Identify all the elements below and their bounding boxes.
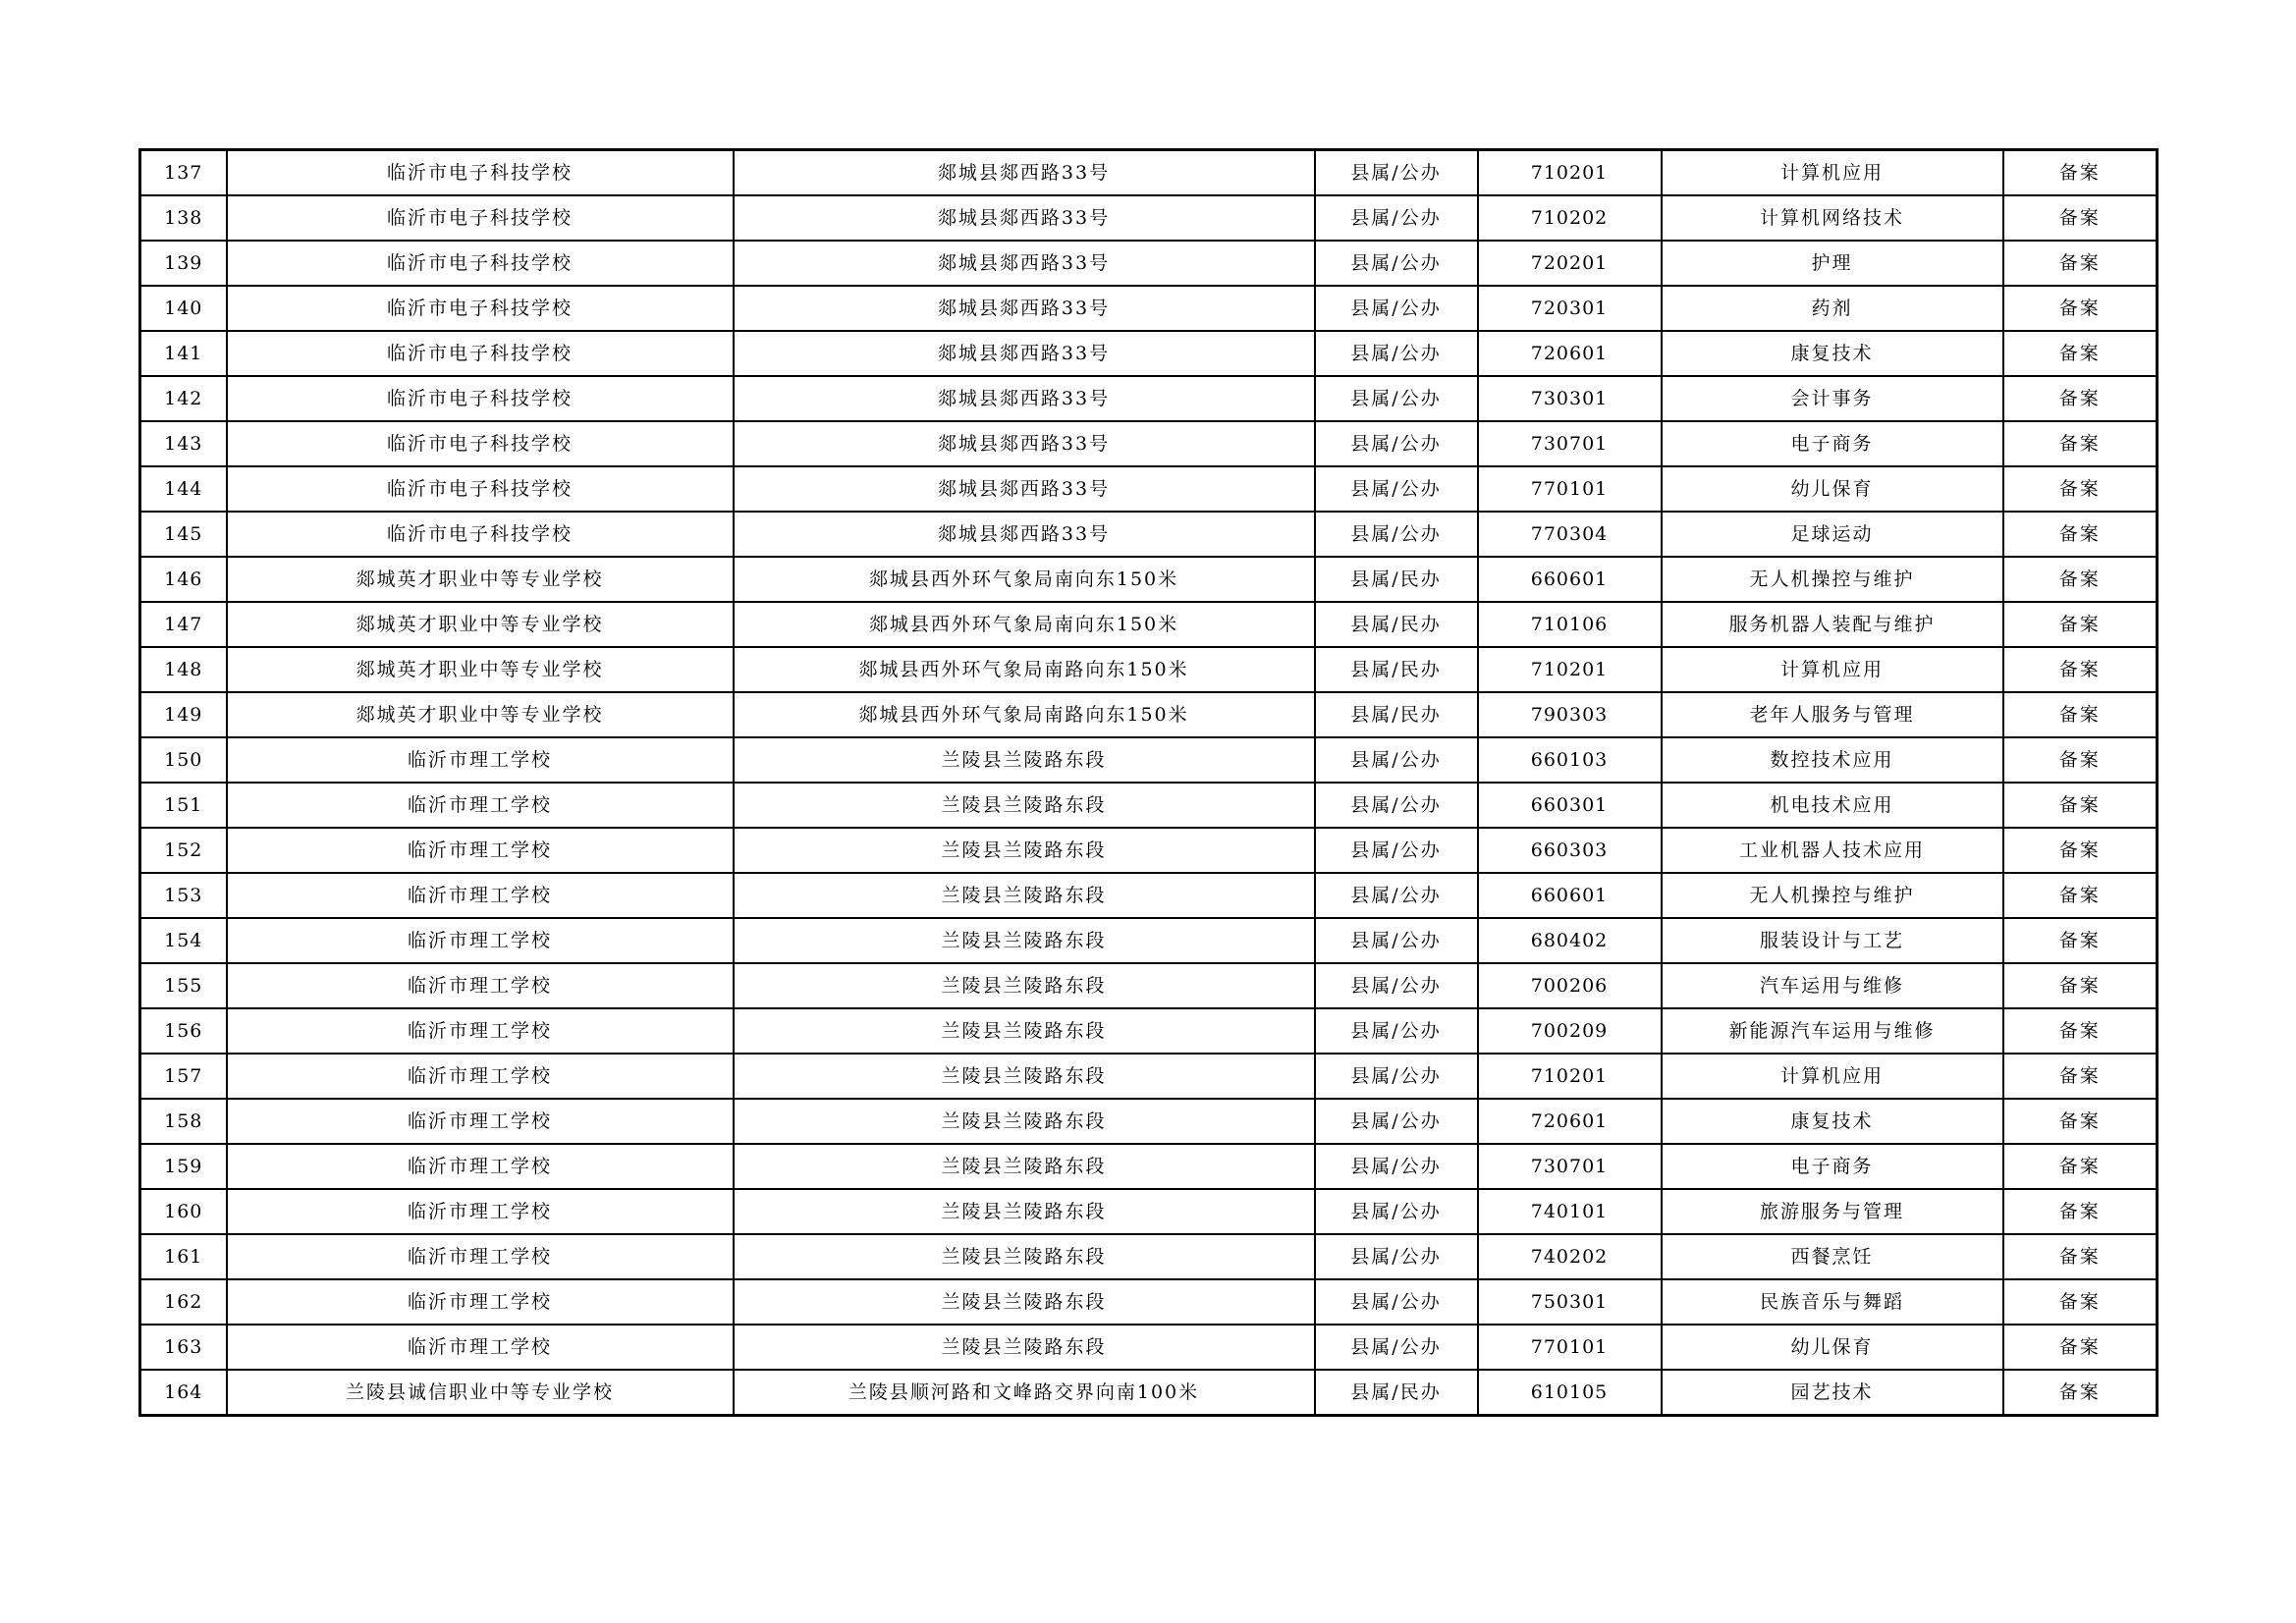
table-row <box>140 557 2158 602</box>
row-number-cell: 137 <box>140 150 227 196</box>
status-cell: 备案 <box>2003 1370 2158 1416</box>
row-number-cell: 147 <box>140 602 227 647</box>
major-name-cell: 机电技术应用 <box>1662 783 2003 828</box>
major-name-cell: 园艺技术 <box>1662 1370 2003 1416</box>
row-number-cell: 139 <box>140 241 227 286</box>
school-name-cell: 临沂市理工学校 <box>227 783 734 828</box>
row-number-cell: 141 <box>140 331 227 376</box>
school-name-cell: 郯城英才职业中等专业学校 <box>227 692 734 737</box>
school-type-cell: 县属/公办 <box>1315 421 1478 466</box>
row-number-cell: 150 <box>140 737 227 783</box>
major-code-cell: 710106 <box>1478 602 1662 647</box>
major-code-cell: 680402 <box>1478 918 1662 963</box>
school-type-cell: 县属/公办 <box>1315 963 1478 1008</box>
school-name-cell: 临沂市电子科技学校 <box>227 150 734 196</box>
school-type-cell: 县属/公办 <box>1315 150 1478 196</box>
status-cell: 备案 <box>2003 466 2158 512</box>
major-name-cell: 电子商务 <box>1662 421 2003 466</box>
school-address-cell: 郯城县郯西路33号 <box>734 195 1315 241</box>
school-type-cell: 县属/公办 <box>1315 737 1478 783</box>
table-row <box>140 1054 2158 1099</box>
school-name-cell: 临沂市电子科技学校 <box>227 512 734 557</box>
major-code-cell: 790303 <box>1478 692 1662 737</box>
school-name-cell: 临沂市理工学校 <box>227 1234 734 1279</box>
major-code-cell: 710201 <box>1478 1054 1662 1099</box>
table-row <box>140 737 2158 783</box>
school-name-cell: 临沂市理工学校 <box>227 963 734 1008</box>
major-name-cell: 康复技术 <box>1662 1099 2003 1144</box>
major-name-cell: 工业机器人技术应用 <box>1662 828 2003 873</box>
status-cell: 备案 <box>2003 828 2158 873</box>
school-address-cell: 兰陵县兰陵路东段 <box>734 963 1315 1008</box>
status-cell: 备案 <box>2003 783 2158 828</box>
status-cell: 备案 <box>2003 376 2158 421</box>
major-code-cell: 720601 <box>1478 331 1662 376</box>
major-code-cell: 660601 <box>1478 557 1662 602</box>
row-number-cell: 158 <box>140 1099 227 1144</box>
major-name-cell: 计算机应用 <box>1662 647 2003 692</box>
row-number-cell: 162 <box>140 1279 227 1325</box>
school-type-cell: 县属/公办 <box>1315 376 1478 421</box>
major-code-cell: 720601 <box>1478 1099 1662 1144</box>
table-body <box>140 150 2158 1416</box>
school-address-cell: 兰陵县兰陵路东段 <box>734 918 1315 963</box>
major-code-cell: 660303 <box>1478 828 1662 873</box>
major-name-cell: 计算机应用 <box>1662 150 2003 196</box>
school-name-cell: 临沂市电子科技学校 <box>227 286 734 331</box>
major-name-cell: 康复技术 <box>1662 331 2003 376</box>
school-address-cell: 兰陵县兰陵路东段 <box>734 1325 1315 1370</box>
major-code-cell: 730701 <box>1478 421 1662 466</box>
status-cell: 备案 <box>2003 195 2158 241</box>
row-number-cell: 159 <box>140 1144 227 1189</box>
status-cell: 备案 <box>2003 1325 2158 1370</box>
status-cell: 备案 <box>2003 1144 2158 1189</box>
school-name-cell: 临沂市理工学校 <box>227 1325 734 1370</box>
table-row <box>140 1008 2158 1054</box>
major-name-cell: 会计事务 <box>1662 376 2003 421</box>
table-row <box>140 692 2158 737</box>
major-code-cell: 720301 <box>1478 286 1662 331</box>
major-code-cell: 730701 <box>1478 1144 1662 1189</box>
row-number-cell: 151 <box>140 783 227 828</box>
status-cell: 备案 <box>2003 286 2158 331</box>
table-row <box>140 602 2158 647</box>
table-row <box>140 1234 2158 1279</box>
row-number-cell: 145 <box>140 512 227 557</box>
row-number-cell: 144 <box>140 466 227 512</box>
major-name-cell: 计算机应用 <box>1662 1054 2003 1099</box>
school-name-cell: 临沂市理工学校 <box>227 918 734 963</box>
table-row <box>140 1099 2158 1144</box>
major-name-cell: 无人机操控与维护 <box>1662 873 2003 918</box>
row-number-cell: 155 <box>140 963 227 1008</box>
row-number-cell: 143 <box>140 421 227 466</box>
major-code-cell: 610105 <box>1478 1370 1662 1416</box>
row-number-cell: 148 <box>140 647 227 692</box>
major-code-cell: 740202 <box>1478 1234 1662 1279</box>
status-cell: 备案 <box>2003 241 2158 286</box>
school-type-cell: 县属/公办 <box>1315 241 1478 286</box>
school-type-cell: 县属/公办 <box>1315 1325 1478 1370</box>
row-number-cell: 160 <box>140 1189 227 1234</box>
table-row <box>140 1189 2158 1234</box>
school-address-cell: 兰陵县兰陵路东段 <box>734 1234 1315 1279</box>
school-address-cell: 兰陵县兰陵路东段 <box>734 783 1315 828</box>
row-number-cell: 149 <box>140 692 227 737</box>
row-number-cell: 138 <box>140 195 227 241</box>
table-row <box>140 828 2158 873</box>
major-code-cell: 700209 <box>1478 1008 1662 1054</box>
major-code-cell: 730301 <box>1478 376 1662 421</box>
major-code-cell: 710201 <box>1478 150 1662 196</box>
school-address-cell: 郯城县郯西路33号 <box>734 466 1315 512</box>
school-address-cell: 兰陵县兰陵路东段 <box>734 1008 1315 1054</box>
school-address-cell: 郯城县西外环气象局南向东150米 <box>734 557 1315 602</box>
school-type-cell: 县属/公办 <box>1315 918 1478 963</box>
school-type-cell: 县属/民办 <box>1315 1370 1478 1416</box>
row-number-cell: 153 <box>140 873 227 918</box>
school-name-cell: 临沂市电子科技学校 <box>227 195 734 241</box>
status-cell: 备案 <box>2003 557 2158 602</box>
school-type-cell: 县属/公办 <box>1315 1099 1478 1144</box>
school-type-cell: 县属/公办 <box>1315 873 1478 918</box>
school-type-cell: 县属/民办 <box>1315 602 1478 647</box>
school-address-cell: 郯城县郯西路33号 <box>734 286 1315 331</box>
table-row <box>140 466 2158 512</box>
school-address-cell: 郯城县西外环气象局南路向东150米 <box>734 692 1315 737</box>
row-number-cell: 140 <box>140 286 227 331</box>
status-cell: 备案 <box>2003 1189 2158 1234</box>
school-name-cell: 兰陵县诚信职业中等专业学校 <box>227 1370 734 1416</box>
school-type-cell: 县属/公办 <box>1315 466 1478 512</box>
table-row <box>140 241 2158 286</box>
school-type-cell: 县属/公办 <box>1315 1279 1478 1325</box>
row-number-cell: 152 <box>140 828 227 873</box>
school-name-cell: 郯城英才职业中等专业学校 <box>227 602 734 647</box>
major-name-cell: 汽车运用与维修 <box>1662 963 2003 1008</box>
school-type-cell: 县属/公办 <box>1315 1054 1478 1099</box>
school-name-cell: 临沂市理工学校 <box>227 1008 734 1054</box>
table-row <box>140 195 2158 241</box>
row-number-cell: 156 <box>140 1008 227 1054</box>
major-name-cell: 数控技术应用 <box>1662 737 2003 783</box>
table-row <box>140 331 2158 376</box>
school-name-cell: 临沂市电子科技学校 <box>227 331 734 376</box>
school-address-cell: 兰陵县兰陵路东段 <box>734 873 1315 918</box>
row-number-cell: 163 <box>140 1325 227 1370</box>
school-address-cell: 郯城县郯西路33号 <box>734 331 1315 376</box>
school-address-cell: 兰陵县兰陵路东段 <box>734 737 1315 783</box>
school-address-cell: 郯城县西外环气象局南路向东150米 <box>734 647 1315 692</box>
school-type-cell: 县属/公办 <box>1315 1234 1478 1279</box>
school-address-cell: 郯城县郯西路33号 <box>734 376 1315 421</box>
major-name-cell: 无人机操控与维护 <box>1662 557 2003 602</box>
status-cell: 备案 <box>2003 1054 2158 1099</box>
table-row <box>140 963 2158 1008</box>
school-address-cell: 兰陵县兰陵路东段 <box>734 1144 1315 1189</box>
major-code-cell: 740101 <box>1478 1189 1662 1234</box>
major-name-cell: 计算机网络技术 <box>1662 195 2003 241</box>
school-name-cell: 临沂市理工学校 <box>227 1189 734 1234</box>
row-number-cell: 146 <box>140 557 227 602</box>
major-code-cell: 720201 <box>1478 241 1662 286</box>
school-name-cell: 临沂市理工学校 <box>227 1279 734 1325</box>
status-cell: 备案 <box>2003 331 2158 376</box>
major-name-cell: 服装设计与工艺 <box>1662 918 2003 963</box>
table-row <box>140 647 2158 692</box>
major-name-cell: 老年人服务与管理 <box>1662 692 2003 737</box>
status-cell: 备案 <box>2003 963 2158 1008</box>
major-name-cell: 新能源汽车运用与维修 <box>1662 1008 2003 1054</box>
school-name-cell: 临沂市电子科技学校 <box>227 376 734 421</box>
status-cell: 备案 <box>2003 647 2158 692</box>
status-cell: 备案 <box>2003 1008 2158 1054</box>
school-type-cell: 县属/民办 <box>1315 692 1478 737</box>
major-name-cell: 幼儿保育 <box>1662 1325 2003 1370</box>
table-row <box>140 421 2158 466</box>
major-code-cell: 660301 <box>1478 783 1662 828</box>
school-address-cell: 郯城县郯西路33号 <box>734 150 1315 196</box>
row-number-cell: 157 <box>140 1054 227 1099</box>
school-type-cell: 县属/公办 <box>1315 828 1478 873</box>
status-cell: 备案 <box>2003 1099 2158 1144</box>
major-code-cell: 700206 <box>1478 963 1662 1008</box>
school-name-cell: 临沂市电子科技学校 <box>227 466 734 512</box>
status-cell: 备案 <box>2003 1279 2158 1325</box>
school-type-cell: 县属/公办 <box>1315 512 1478 557</box>
row-number-cell: 142 <box>140 376 227 421</box>
status-cell: 备案 <box>2003 918 2158 963</box>
major-name-cell: 护理 <box>1662 241 2003 286</box>
school-address-cell: 郯城县西外环气象局南向东150米 <box>734 602 1315 647</box>
table-row <box>140 286 2158 331</box>
major-name-cell: 西餐烹饪 <box>1662 1234 2003 1279</box>
school-type-cell: 县属/公办 <box>1315 331 1478 376</box>
school-name-cell: 临沂市理工学校 <box>227 737 734 783</box>
school-type-cell: 县属/公办 <box>1315 286 1478 331</box>
table-row <box>140 1370 2158 1416</box>
status-cell: 备案 <box>2003 737 2158 783</box>
table-row <box>140 873 2158 918</box>
table-row <box>140 376 2158 421</box>
table-row <box>140 512 2158 557</box>
school-type-cell: 县属/公办 <box>1315 1008 1478 1054</box>
status-cell: 备案 <box>2003 421 2158 466</box>
school-type-cell: 县属/民办 <box>1315 557 1478 602</box>
status-cell: 备案 <box>2003 512 2158 557</box>
major-name-cell: 幼儿保育 <box>1662 466 2003 512</box>
row-number-cell: 164 <box>140 1370 227 1416</box>
school-name-cell: 临沂市理工学校 <box>227 873 734 918</box>
school-type-cell: 县属/公办 <box>1315 783 1478 828</box>
school-name-cell: 临沂市电子科技学校 <box>227 241 734 286</box>
major-name-cell: 足球运动 <box>1662 512 2003 557</box>
school-address-cell: 兰陵县兰陵路东段 <box>734 1099 1315 1144</box>
major-code-cell: 770101 <box>1478 1325 1662 1370</box>
school-type-cell: 县属/民办 <box>1315 647 1478 692</box>
major-name-cell: 旅游服务与管理 <box>1662 1189 2003 1234</box>
school-address-cell: 兰陵县兰陵路东段 <box>734 828 1315 873</box>
school-name-cell: 临沂市理工学校 <box>227 1099 734 1144</box>
school-name-cell: 郯城英才职业中等专业学校 <box>227 647 734 692</box>
major-code-cell: 750301 <box>1478 1279 1662 1325</box>
school-major-table <box>138 148 2159 1417</box>
major-name-cell: 药剂 <box>1662 286 2003 331</box>
status-cell: 备案 <box>2003 1234 2158 1279</box>
major-name-cell: 服务机器人装配与维护 <box>1662 602 2003 647</box>
school-type-cell: 县属/公办 <box>1315 195 1478 241</box>
major-code-cell: 710202 <box>1478 195 1662 241</box>
school-type-cell: 县属/公办 <box>1315 1144 1478 1189</box>
school-address-cell: 兰陵县兰陵路东段 <box>734 1279 1315 1325</box>
school-name-cell: 临沂市理工学校 <box>227 1144 734 1189</box>
school-name-cell: 郯城英才职业中等专业学校 <box>227 557 734 602</box>
school-address-cell: 郯城县郯西路33号 <box>734 241 1315 286</box>
row-number-cell: 154 <box>140 918 227 963</box>
school-address-cell: 兰陵县兰陵路东段 <box>734 1189 1315 1234</box>
table-row <box>140 918 2158 963</box>
school-address-cell: 兰陵县顺河路和文峰路交界向南100米 <box>734 1370 1315 1416</box>
school-name-cell: 临沂市理工学校 <box>227 1054 734 1099</box>
school-name-cell: 临沂市理工学校 <box>227 828 734 873</box>
status-cell: 备案 <box>2003 602 2158 647</box>
major-code-cell: 770304 <box>1478 512 1662 557</box>
status-cell: 备案 <box>2003 150 2158 196</box>
school-address-cell: 郯城县郯西路33号 <box>734 421 1315 466</box>
school-type-cell: 县属/公办 <box>1315 1189 1478 1234</box>
table-row <box>140 150 2158 196</box>
table-row <box>140 783 2158 828</box>
school-name-cell: 临沂市电子科技学校 <box>227 421 734 466</box>
status-cell: 备案 <box>2003 873 2158 918</box>
school-address-cell: 兰陵县兰陵路东段 <box>734 1054 1315 1099</box>
major-code-cell: 710201 <box>1478 647 1662 692</box>
table-row <box>140 1325 2158 1370</box>
major-name-cell: 电子商务 <box>1662 1144 2003 1189</box>
major-name-cell: 民族音乐与舞蹈 <box>1662 1279 2003 1325</box>
school-address-cell: 郯城县郯西路33号 <box>734 512 1315 557</box>
major-code-cell: 770101 <box>1478 466 1662 512</box>
major-code-cell: 660601 <box>1478 873 1662 918</box>
row-number-cell: 161 <box>140 1234 227 1279</box>
table-row <box>140 1144 2158 1189</box>
major-code-cell: 660103 <box>1478 737 1662 783</box>
status-cell: 备案 <box>2003 692 2158 737</box>
table-row <box>140 1279 2158 1325</box>
